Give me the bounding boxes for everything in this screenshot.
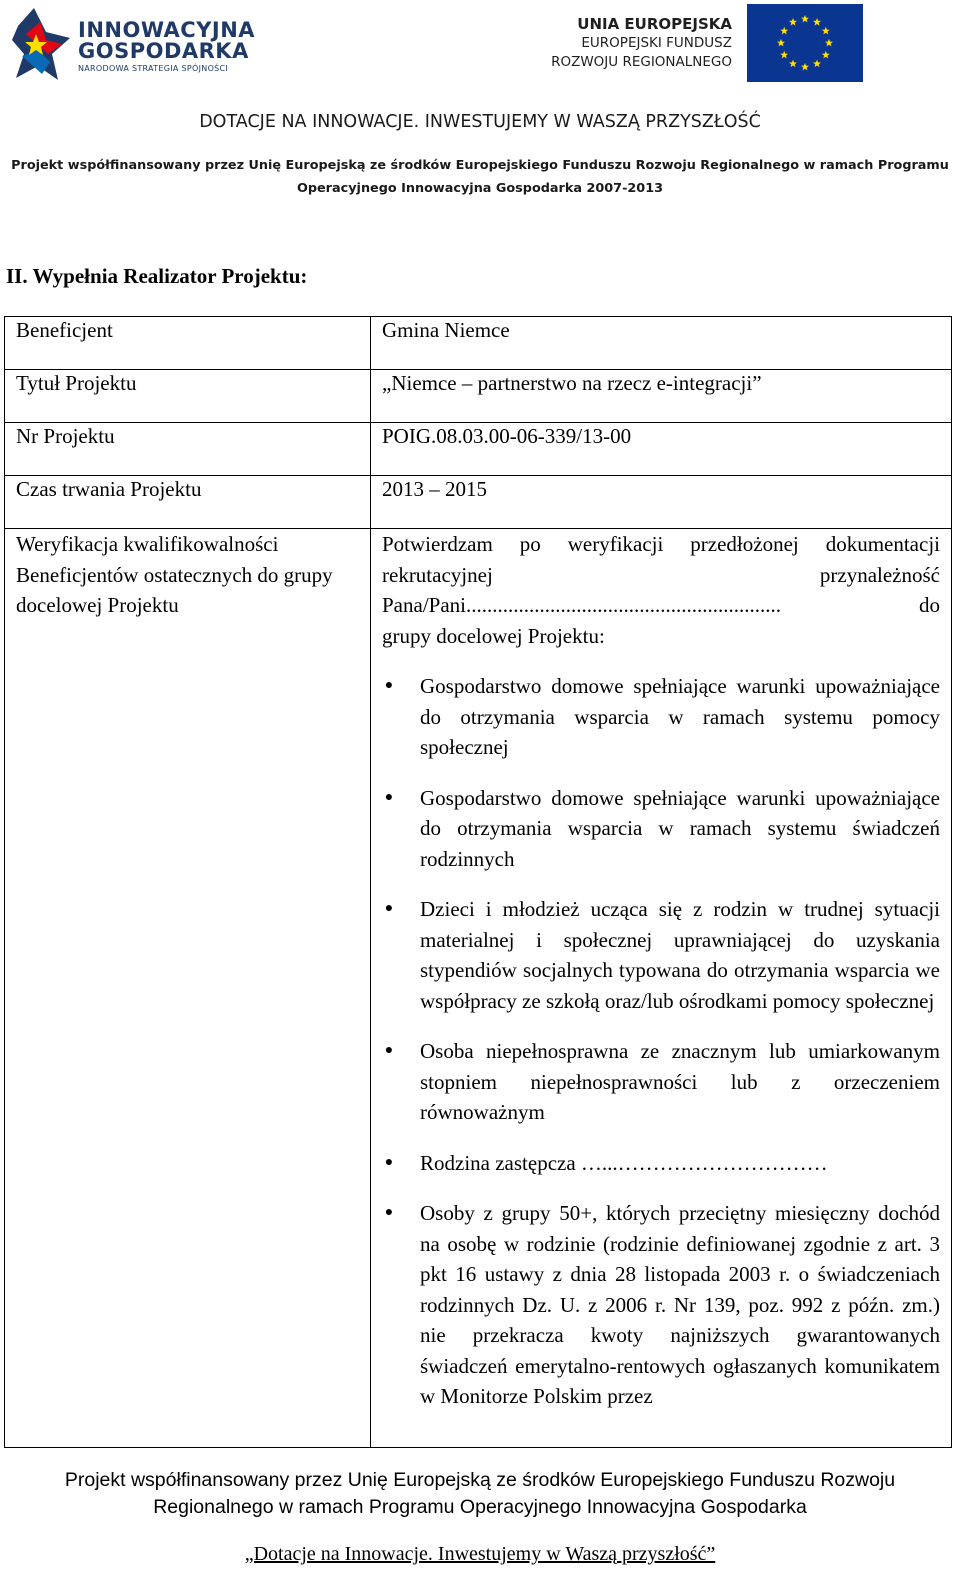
row-value-cell bbox=[371, 529, 952, 1448]
row-label-cell bbox=[5, 423, 371, 476]
row-value-cell bbox=[371, 476, 952, 529]
bullet-icon: ● bbox=[384, 901, 394, 916]
eu-label-line3: ROZWOJU REGIONALNEGO bbox=[551, 54, 732, 70]
list-item[interactable] bbox=[382, 783, 940, 875]
bullet-icon: ● bbox=[384, 789, 394, 805]
header-slogan: DOTACJE NA INNOWACJE. INWESTUJEMY W WASZĄ PRZYSZŁOŚĆ bbox=[199, 112, 761, 132]
logo-title-line1: INNOWACYJNA bbox=[78, 18, 256, 42]
confirmation-statement bbox=[382, 529, 940, 651]
list-item[interactable] bbox=[382, 671, 940, 763]
eu-label-line1: UNIA EUROPEJSKA bbox=[577, 15, 732, 33]
logo-title bbox=[78, 20, 255, 62]
row-label-cell bbox=[5, 317, 371, 370]
list-item[interactable] bbox=[382, 1148, 940, 1179]
criterion-text: Osoba niepełnosprawna ze znacznym lub umiarkowanym stopniem niepełnosprawności lub z orzeczeniem równoważnym bbox=[420, 1039, 940, 1124]
project-duration-label: Czas trwania Projektu bbox=[16, 477, 202, 501]
eu-fund-label bbox=[520, 14, 732, 72]
beneficiary-value: Gmina Niemce bbox=[382, 318, 510, 342]
eu-label-line2: EUROPEJSKI FUNDUSZ bbox=[581, 35, 732, 51]
logo-title-line2: GOSPODARKA bbox=[78, 39, 249, 63]
criteria-list bbox=[382, 671, 940, 1412]
logo-subtitle: NARODOWA STRATEGIA SPÓJNOŚCI bbox=[78, 64, 229, 73]
footer-slogan: „Dotacje na Innowacje. Inwestujemy w Waszą przyszłość” bbox=[244, 1543, 716, 1565]
list-item[interactable] bbox=[382, 1036, 940, 1128]
list-item[interactable] bbox=[382, 1198, 940, 1412]
project-duration-value: 2013 – 2015 bbox=[382, 477, 487, 501]
list-item[interactable] bbox=[382, 894, 940, 1016]
innowacyjna-gospodarka-logo bbox=[12, 4, 262, 82]
project-info-table bbox=[4, 316, 952, 1448]
criterion-text: Dzieci i młodzież ucząca się z rodzin w trudnej sytuacji materialnej i społecznej uprawniającej do uzyskania stypendiów socjalnych typowana do otrzymania wsparcia we współpracy ze szkołą oraz/lub ośrodkami pomocy społecznej bbox=[420, 897, 940, 1013]
row-value-cell bbox=[371, 423, 952, 476]
confirmation-line: grupy docelowej Projektu: bbox=[382, 623, 605, 648]
row-value-cell bbox=[371, 370, 952, 423]
criterion-text: Osoby z grupy 50+, których przeciętny miesięczny dochód na osobę w rodzinie (rodzinie definiowanej zgodnie z art. 3 pkt 16 ustawy z dnia 28 listopada 2003 r. o świadczeniach rodzinnych Dz. U. z 2006 r. Nr 139, poz. 992 z późn. zm.) nie przekracza kwoty najniższych gwarantowanych świadczeń emerytalno-rentowych ogłaszanych komunikatem w Monitorze Polskim przez bbox=[420, 1201, 940, 1408]
verification-label: Weryfikacja kwalifikowalności Beneficjentów ostatecznych do grupy docelowej Projektu bbox=[16, 532, 333, 617]
project-title-value: „Niemce – partnerstwo na rzecz e-integracji” bbox=[382, 371, 762, 395]
criterion-text: Gospodarstwo domowe spełniające warunki upoważniające do otrzymania wsparcia w ramach systemu świadczeń rodzinnych bbox=[420, 785, 940, 871]
table-row bbox=[5, 423, 952, 476]
project-number-label: Nr Projektu bbox=[16, 424, 115, 448]
row-label-cell bbox=[5, 529, 371, 1448]
criterion-text: Gospodarstwo domowe spełniające warunki upoważniające do otrzymania wsparcia w ramach systemu pomocy społecznej bbox=[420, 674, 940, 759]
table-row bbox=[5, 529, 952, 1448]
beneficiary-label: Beneficjent bbox=[16, 318, 113, 342]
table-row bbox=[5, 476, 952, 529]
row-label-cell bbox=[5, 476, 371, 529]
criterion-text: Rodzina zastępcza …...………………………… bbox=[420, 1150, 828, 1175]
section-title: II. Wypełnia Realizator Projektu: bbox=[6, 264, 308, 288]
cofinancing-line2: Operacyjnego Innowacyjna Gospodarka 2007-2013 bbox=[296, 181, 664, 196]
confirmation-line: Potwierdzam po weryfikacji przedłożonej dokumentacji bbox=[382, 532, 940, 556]
project-title-label: Tytuł Projektu bbox=[16, 371, 137, 395]
bullet-icon: ● bbox=[384, 1043, 394, 1058]
cofinancing-note bbox=[0, 154, 960, 200]
row-value-cell bbox=[371, 317, 952, 370]
footer-line2: Regionalnego w ramach Programu Operacyjnego Innowacyjna Gospodarka bbox=[153, 1496, 807, 1518]
confirmation-line: rekrutacyjnej przynależność bbox=[382, 562, 940, 587]
footer-cofinancing bbox=[0, 1467, 960, 1521]
project-number-value: POIG.08.03.00-06-339/13-00 bbox=[382, 424, 632, 448]
confirmation-name-field[interactable]: Pana/Pani............................................................ do bbox=[382, 593, 940, 617]
table-row bbox=[5, 370, 952, 423]
footer-line1: Projekt współfinansowany przez Unię Europejską ze środków Europejskiego Funduszu Rozwoju bbox=[64, 1469, 896, 1491]
eu-flag-icon bbox=[747, 4, 863, 82]
bullet-icon: ● bbox=[384, 1205, 394, 1220]
bullet-icon: ● bbox=[384, 678, 394, 693]
row-label-cell bbox=[5, 370, 371, 423]
cofinancing-line1: Projekt współfinansowany przez Unię Europejską ze środków Europejskiego Funduszu Rozwoju Regionalnego w ramach Programu bbox=[11, 158, 949, 173]
innowacyjna-gospodarka-star-icon bbox=[12, 4, 76, 82]
bullet-icon: ● bbox=[384, 1154, 394, 1170]
table-row bbox=[5, 317, 952, 370]
